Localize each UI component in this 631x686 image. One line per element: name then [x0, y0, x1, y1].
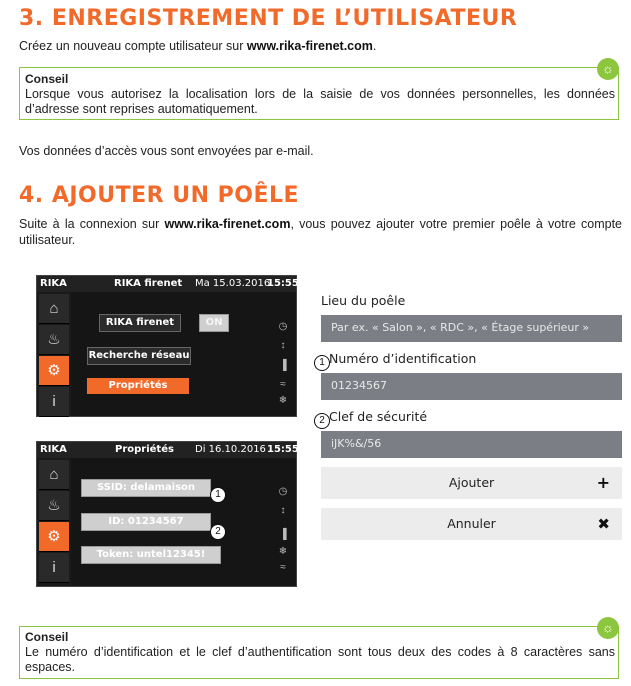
plus-icon: + — [596, 473, 610, 492]
id-field: ID: 01234567 — [81, 513, 211, 531]
on-toggle[interactable]: ON — [199, 314, 229, 332]
rika-logo: RIKA — [40, 444, 67, 455]
cancel-button[interactable] — [321, 508, 622, 540]
battery-icon: ▐ — [279, 529, 287, 540]
section3-title: 3. ENREGISTREMENT DE L’UTILISATEUR — [19, 6, 518, 31]
add-label: Ajouter — [448, 475, 495, 490]
tip-title: Conseil — [25, 630, 69, 644]
lightbulb-icon: ☼ — [597, 617, 619, 639]
flame-icon[interactable]: ♨ — [39, 491, 69, 521]
cancel-label: Annuler — [447, 516, 496, 531]
token-field: Token: untel12345! — [81, 546, 221, 564]
snow-icon: ❄ — [278, 395, 288, 406]
settings-icon[interactable]: ⚙ — [39, 522, 69, 552]
lightbulb-icon: ☼ — [597, 58, 619, 80]
section4-intro — [19, 216, 622, 248]
ssid-field: SSID: delamaison — [81, 479, 211, 497]
screen-title: Propriétés — [115, 444, 174, 455]
marker-2: 2 — [210, 524, 226, 540]
section3-intro — [19, 38, 376, 54]
info-icon[interactable]: i — [39, 387, 69, 417]
tip-title: Conseil — [25, 72, 69, 86]
tip-body: Le numéro d’identification et le clef d’authentification sont tous deux des codes à 8 caractères sans espaces. — [25, 645, 615, 674]
firenet-button[interactable]: RIKA firenet — [99, 314, 181, 332]
wifi-icon: ≈ — [280, 379, 286, 390]
stove-screen-firenet — [36, 275, 297, 417]
screen-time: 15:55 — [267, 444, 299, 455]
network-search-button[interactable]: Recherche réseau — [87, 347, 191, 365]
key-marker: 2 — [314, 413, 330, 429]
section4-text: Suite à la connexion sur — [19, 217, 165, 231]
access-note: Vos données d’accès vous sont envoyées par e-mail. — [19, 144, 314, 158]
screen-time: 15:55 — [267, 278, 299, 289]
add-button[interactable] — [321, 467, 622, 499]
properties-button[interactable]: Propriétés — [87, 378, 189, 394]
screen-date: Di 16.10.2016 — [195, 444, 266, 455]
key-input[interactable]: iJK%&/56 — [321, 431, 622, 458]
section4-title: 4. AJOUTER UN POÊLE — [19, 183, 300, 208]
screen-header — [37, 276, 299, 292]
flame-icon[interactable]: ♨ — [39, 325, 69, 355]
clock-icon: ◷ — [278, 486, 288, 497]
battery-icon: ▐ — [279, 360, 287, 371]
thermometer-icon: ↕ — [280, 505, 286, 516]
id-label: Numéro d’identification — [329, 351, 477, 366]
section3-text: Créez un nouveau compte utilisateur sur — [19, 39, 247, 53]
screen-title: RIKA firenet — [114, 278, 183, 289]
settings-icon[interactable]: ⚙ — [39, 356, 69, 386]
screen-sidebar — [37, 292, 71, 416]
screen-sidebar — [37, 458, 71, 586]
home-icon[interactable]: ⌂ — [39, 294, 69, 324]
tip-box-1 — [19, 67, 619, 120]
location-input[interactable]: Par ex. « Salon », « RDC », « Étage supérieur » — [321, 315, 622, 342]
wifi-icon: ≈ — [280, 562, 286, 573]
id-marker: 1 — [314, 355, 330, 371]
section4-text-end: , vous pouvez ajouter votre premier poêle à votre compte utilisateur. — [19, 217, 623, 247]
id-input[interactable]: 01234567 — [321, 373, 622, 400]
stove-screen-properties — [36, 441, 297, 587]
tip-body: Lorsque vous autorisez la localisation lors de la saisie de vos données personnelles, les données d’adresse sont reprises automatiquement. — [25, 87, 615, 116]
thermometer-icon: ↕ — [280, 340, 286, 351]
screen-date: Ma 15.03.2016 — [195, 278, 271, 289]
snow-icon: ❄ — [278, 546, 288, 557]
info-icon[interactable]: i — [39, 553, 69, 583]
tip-box-2 — [19, 626, 619, 679]
rika-logo: RIKA — [40, 278, 67, 289]
key-label: Clef de sécurité — [329, 409, 428, 424]
section3-text-end: . — [372, 39, 377, 53]
clock-icon: ◷ — [278, 321, 288, 332]
marker-1: 1 — [210, 487, 226, 503]
firenet-link-2[interactable]: www.rika-firenet.com — [164, 217, 291, 231]
location-label: Lieu du poêle — [321, 293, 406, 308]
home-icon[interactable]: ⌂ — [39, 460, 69, 490]
firenet-link[interactable]: www.rika-firenet.com — [246, 39, 373, 53]
screen-header — [37, 442, 299, 458]
close-icon: ✖ — [597, 515, 610, 533]
